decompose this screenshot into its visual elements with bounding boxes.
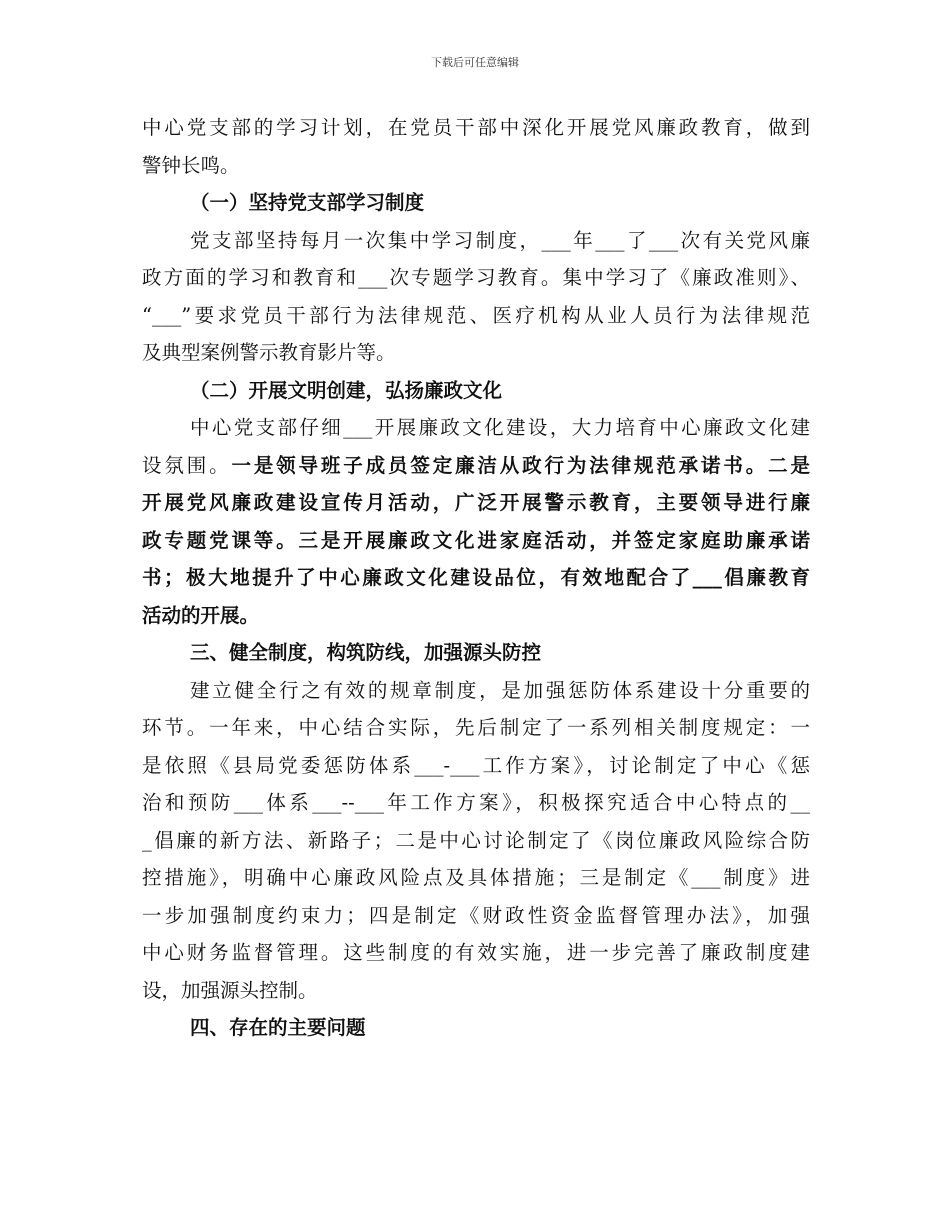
document-body — [142, 109, 810, 1047]
body-line: _倡廉的新方法、新路子；二是中心讨论制定了《岗位廉政风险综合防 — [142, 828, 810, 852]
body-line: 环节。一年来，中心结合实际，先后制定了一系列相关制度规定：一 — [142, 716, 810, 739]
section-heading: 三、健全制度，构筑防线，加强源头防控 — [190, 641, 542, 664]
body-line: 警钟长鸣。 — [142, 153, 240, 177]
body-line: 一步加强制度约束力；四是制定《财政性资金监督管理办法》，加强 — [142, 903, 810, 927]
body-line: 中心党支部的学习计划，在党员干部中深化开展党风廉政教育，做到 — [142, 116, 810, 139]
body-line-bold: 政专题党课等。三是开展廉政文化进家庭活动，并签定家庭助廉承诺 — [142, 528, 810, 552]
body-line: 建立健全行之有效的规章制度，是加强惩防体系建设十分重要的 — [190, 678, 810, 702]
body-line: 控措施》，明确中心廉政风险点及具体措施；三是制定《___制度》进 — [142, 866, 810, 889]
page-header: 下载后可任意编辑 — [431, 56, 519, 69]
body-line: 政方面的学习和教育和___次专题学习教育。集中学习了《廉政准则》、 — [142, 266, 810, 289]
section-heading: （二）开展文明创建，弘扬廉政文化 — [190, 378, 503, 402]
body-line-mixed — [142, 447, 810, 485]
body-line: 中心党支部仔细___开展廉政文化建设，大力培育中心廉政文化建 — [190, 416, 810, 439]
body-line: 设，加强源头控制。 — [142, 978, 318, 1002]
body-line: 治和预防___体系___--___年工作方案》，积极探究适合中心特点的__ — [142, 791, 810, 814]
section-heading: 四、存在的主要问题 — [190, 1016, 366, 1039]
body-text-bold: 一是领导班子成员签定廉洁从政行为法律规范承诺书。二是 — [231, 453, 810, 477]
body-line: “___”要求党员干部行为法律规范、医疗机构从业人员行为法律规范 — [142, 303, 810, 327]
body-line-bold: 书；极大地提升了中心廉政文化建设品位，有效地配合了___倡廉教育 — [142, 566, 810, 589]
body-line: 中心财务监督管理。这些制度的有效实施，进一步完善了廉政制度建 — [142, 941, 810, 964]
body-line: 是依照《县局党委惩防体系___-___工作方案》，讨论制定了中心《惩 — [142, 753, 810, 777]
body-line: 及典型案例警示教育影片等。 — [142, 341, 396, 364]
body-text-normal: 设氛围。 — [142, 453, 232, 477]
body-line-bold: 活动的开展。 — [142, 603, 260, 627]
body-line: 党支部坚持每月一次集中学习制度，___年___了___次有关党风廉 — [190, 228, 810, 252]
body-line-bold: 开展党风廉政建设宣传月活动，广泛开展警示教育，主要领导进行廉 — [142, 491, 810, 514]
section-heading: （一）坚持党支部学习制度 — [190, 191, 425, 214]
